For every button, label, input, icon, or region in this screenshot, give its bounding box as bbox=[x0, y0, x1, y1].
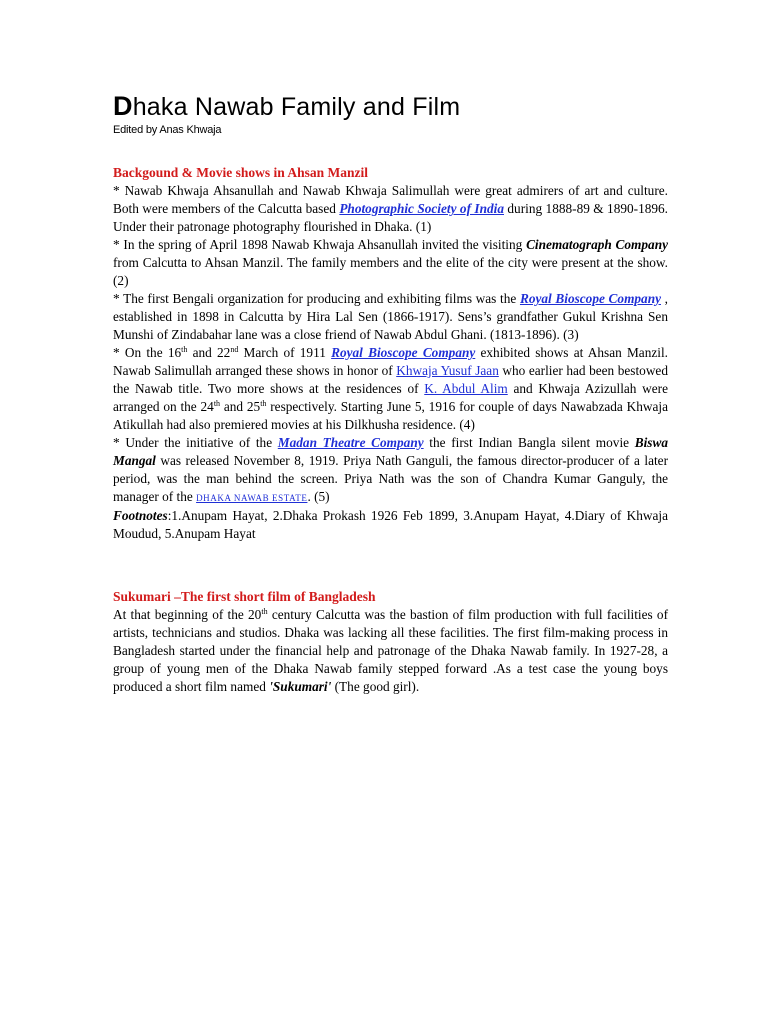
title-text: haka Nawab Family and Film bbox=[132, 93, 461, 121]
link-madan-theatre-company[interactable]: Madan Theatre Company bbox=[277, 435, 424, 450]
paragraph-royal-bioscope: * The first Bengali organization for producing and exhibiting films was the Royal Bioscope Company , established in 1898 in Calcutta by Hira Lal Sen (1866-1917). Sens’s grandfather Gukul Krishna Sen Munshi of Zindabahar lane was a close friend of Nawab Abdul Ghani. (1813-1896). (3) bbox=[113, 291, 668, 342]
link-khwaja-yusuf-jaan[interactable]: Khwaja Yusuf Jaan bbox=[396, 363, 499, 378]
link-k-abdul-alim[interactable]: K. Abdul Alim bbox=[424, 381, 508, 396]
link-royal-bioscope-company[interactable]: Royal Bioscope Company bbox=[519, 291, 661, 306]
link-dhaka-nawab-estate[interactable]: DHAKA NAWAB ESTATE bbox=[196, 493, 308, 503]
emphasis-cinematograph-company: Cinematograph Company bbox=[526, 237, 668, 252]
paragraph-cinematograph: * In the spring of April 1898 Nawab Khwaja Ahsanullah invited the visiting Cinematograph Company from Calcutta to Ahsan Manzil. The family members and the elite of the city were present at the show. (2) bbox=[113, 237, 668, 288]
emphasis-sukumari: 'Sukumari' bbox=[269, 679, 332, 694]
paragraph-madan-theatre: * Under the initiative of the Madan Theatre Company the first Indian Bangla silent movie Biswa Mangal was released November 8, 1919. Priya Nath Ganguli, the famous director-producer of a later period, was the man behind the screen. Priya Nath was the son of Chandra Kumar Ganguly, the manager of the DHAKA NAWAB ESTATE. (5) bbox=[113, 435, 668, 504]
paragraph-sukumari: At that beginning of the 20th century Calcutta was the bastion of film production with full facilities of artists, technicians and studios. Dhaka was lacking all these facilities. The first film-making process in Bangladesh started under the financial help and patronage of the Dhaka Nawab family. In 1927-28, a group of young men of the Dhaka Nawab family stepped forward .As a test case the young boys produced a short film named 'Sukumari' (The good girl). bbox=[113, 607, 669, 694]
paragraph-shows-1911: * On the 16th and 22nd March of 1911 Royal Bioscope Company exhibited shows at Ahsan Manzil. Nawab Salimullah arranged these shows in honor of Khwaja Yusuf Jaan who earlier had been bestowed the Nawab title. Two more shows at the residences of K. Abdul Alim and Khwaja Azizullah were arranged on the 24th and 25th respectively. Starting June 5, 1916 for couple of days Nawabzada Khwaja Atikullah had also premiered movies at his Dilkhusha residence. (4) bbox=[113, 345, 668, 432]
footnotes: Footnotes:1.Anupam Hayat, 2.Dhaka Prokash 1926 Feb 1899, 3.Anupam Hayat, 4.Diary of Khwaja Moudud, 5.Anupam Hayat bbox=[113, 508, 668, 541]
document-title bbox=[113, 90, 668, 123]
document-content bbox=[113, 90, 668, 696]
edited-by-line: Edited by Anas Khwaja bbox=[113, 124, 222, 136]
section-heading-sukumari: Sukumari –The first short film of Bangladesh bbox=[113, 589, 376, 604]
section-heading-background: Backgound & Movie shows in Ahsan Manzil bbox=[113, 165, 369, 180]
title-drop-cap: D bbox=[113, 91, 133, 121]
paragraph-photographic-society: * Nawab Khwaja Ahsanullah and Nawab Khwaja Salimullah were great admirers of art and culture. Both were members of the Calcutta based Photographic Society of India during 1888-89 & 1890-1896. Under their patronage photography flourished in Dhaka. (1) bbox=[113, 183, 668, 234]
emphasis-biswa-mangal: Biswa Mangal bbox=[113, 435, 668, 468]
link-photographic-society[interactable]: Photographic Society of India bbox=[339, 201, 504, 216]
footnotes-label: Footnotes bbox=[113, 508, 168, 523]
link-royal-bioscope-company-2[interactable]: Royal Bioscope Company bbox=[331, 345, 476, 360]
